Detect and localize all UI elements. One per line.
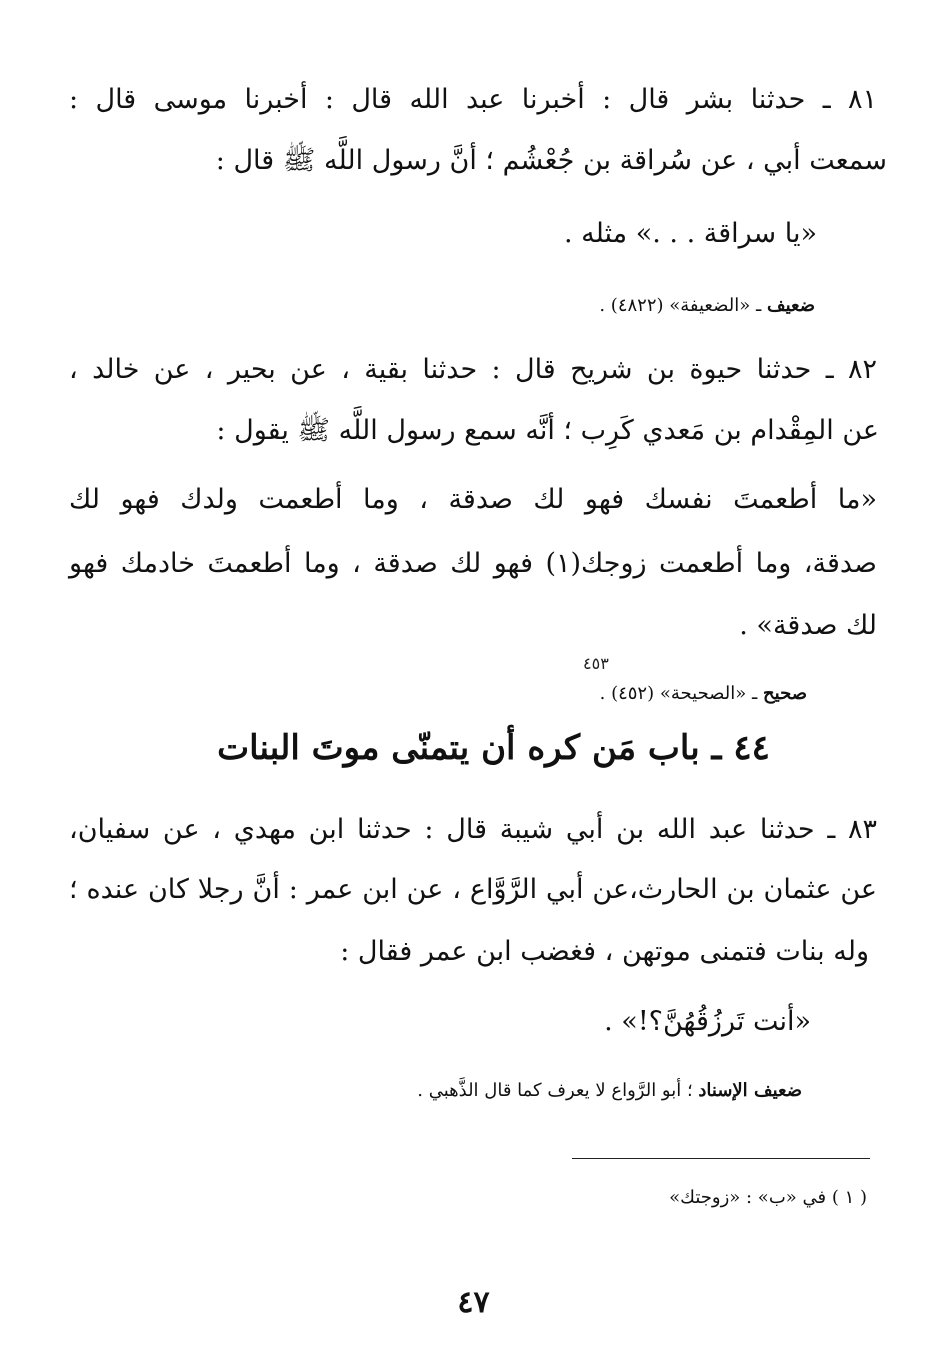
page-number: ٤٧: [457, 1285, 490, 1320]
hadith-82-grade-word: صحيح: [763, 683, 807, 704]
hadith-83-matn: «أنت تَرزُقُهُنَّ؟!» .: [604, 1006, 811, 1037]
hadith-81-line-2: سمعت أبي ، عن سُراقة بن جُعْشُم ؛ أنَّ رسول اللَّه ﷺ قال :: [215, 145, 887, 176]
hadith-82-line-1: ٨٢ ـ حدثنا حيوة بن شريح قال : حدثنا بقية ، عن بحير ، عن خالد ،: [69, 354, 877, 385]
hadith-83-grade-ref: ؛ أبو الرَّواع لا يعرف كما قال الذَّهبي .: [417, 1080, 693, 1101]
hadith-82-grade-ref: ـ «الصحيحة» (٤٥٢) .: [599, 683, 758, 704]
hadith-83-line-3: وله بنات فتمنى موتهن ، فغضب ابن عمر فقال :: [340, 936, 869, 967]
handwritten-note: ٤٥٣: [583, 654, 609, 673]
footnote: ( ١ ) في «ب» : «زوجتك»: [669, 1187, 867, 1208]
hadith-83-line-2: عن عثمان بن الحارث،عن أبي الرَّوَّاع ، عن ابن عمر : أنَّ رجلا كان عنده ؛: [69, 874, 877, 905]
hadith-82-grade: [600, 683, 807, 704]
hadith-82-line-2: عن المِقْدام بن مَعدي كَرِب ؛ أنَّه سمع رسول اللَّه ﷺ يقول :: [216, 415, 879, 446]
chapter-heading: ٤٤ ـ باب مَن كره أن يتمنّى موتَ البنات: [217, 728, 770, 768]
hadith-83-line-1: ٨٣ ـ حدثنا عبد الله بن أبي شيبة قال : حدثنا ابن مهدي ، عن سفيان،: [69, 814, 877, 845]
hadith-81-matn: «يا سراقة . . .» مثله .: [563, 218, 817, 249]
hadith-82-matn-line-3: لك صدقة» .: [739, 610, 877, 641]
footnote-separator: [572, 1158, 870, 1159]
hadith-81-grade: [599, 295, 815, 316]
hadith-83-grade-word: ضعيف الإسناد: [698, 1080, 802, 1101]
hadith-82-matn-line-1: «ما أطعمتَ نفسك فهو لك صدقة ، وما أطعمت ولدك فهو لك: [69, 484, 877, 515]
hadith-83-grade: [417, 1080, 802, 1101]
hadith-81-grade-ref: ـ «الضعيفة» (٤٨٢٢) .: [599, 295, 762, 316]
hadith-81-line-1: ٨١ ـ حدثنا بشر قال : أخبرنا عبد الله قال : أخبرنا موسى قال :: [69, 84, 877, 115]
hadith-82-matn-line-2: صدقة، وما أطعمت زوجك(١) فهو لك صدقة ، وما أطعمتَ خادمك فهو: [69, 548, 877, 579]
hadith-81-grade-word: ضعيف: [766, 295, 815, 316]
